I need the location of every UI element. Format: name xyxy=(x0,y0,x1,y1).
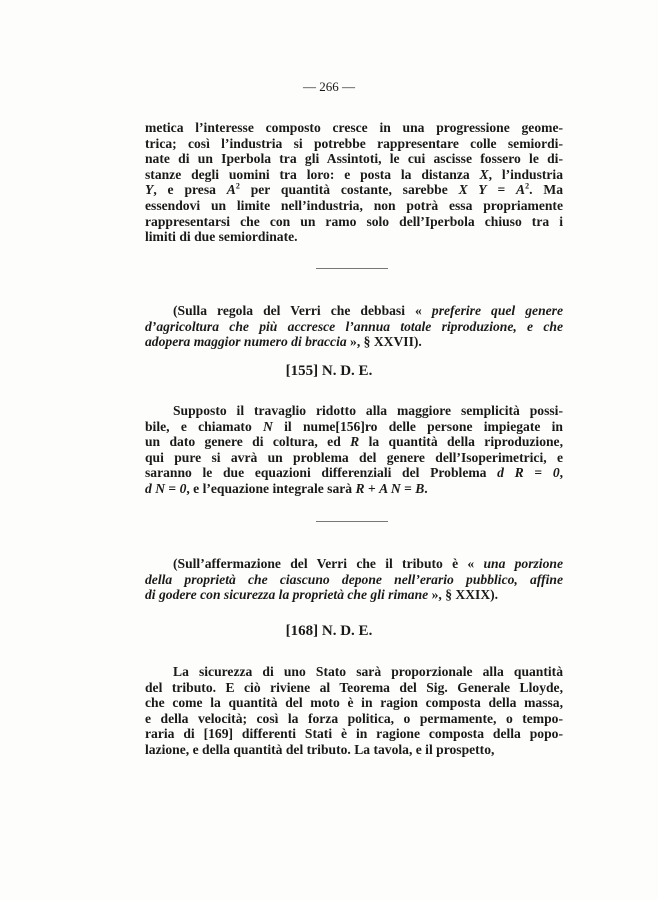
italic-text: una porzione xyxy=(483,556,563,571)
text-run: il nume[156]ro delle persone impiegate in xyxy=(272,418,563,434)
text-run: saranno le due equazioni differenziali del Problema xyxy=(145,465,498,481)
text-run: la quantità della riproduzione, xyxy=(359,434,563,450)
text-line xyxy=(145,695,563,711)
text-line xyxy=(145,664,563,680)
text-line xyxy=(145,319,563,335)
text-run: = xyxy=(523,465,553,481)
text-run: stanze degli uomini tra loro: e posta la distanza xyxy=(145,166,480,182)
text-run: del tributo. E ciò riviene al Teorema del Sig. Generale Lloyde, xyxy=(145,679,563,695)
text-run: , l’industria xyxy=(488,166,564,182)
text-line xyxy=(145,136,563,152)
text-run: = xyxy=(165,480,180,496)
text-run: per quantità costante, sarebbe xyxy=(239,182,459,198)
section-divider xyxy=(316,521,388,522)
text-line xyxy=(145,120,563,136)
text-run: essendovi un limite nell’industria, non potrà essa propriamente xyxy=(145,197,563,213)
heading-note-155: [155] N. D. E. xyxy=(285,363,373,379)
text-line xyxy=(145,481,563,497)
text-run: (Sull’affermazione del Verri che il tributo è « xyxy=(173,556,484,571)
text-run: , xyxy=(559,465,564,481)
note-168-intro xyxy=(145,556,563,603)
italic-text: 0 xyxy=(179,480,187,496)
heading-note-168: [168] N. D. E. xyxy=(285,623,373,639)
text-line xyxy=(145,334,563,350)
text-run: e della velocità; così la forza politica, o permamente, o tempo- xyxy=(145,710,563,726)
italic-text: R xyxy=(355,480,365,496)
text-run: bile, e chiamato xyxy=(145,418,264,434)
paragraph-continuation xyxy=(145,120,563,245)
italic-text: A xyxy=(516,182,526,198)
superscript: 2 xyxy=(235,181,240,191)
italic-text: A N xyxy=(379,480,401,496)
italic-text: N xyxy=(263,418,273,434)
italic-text: d N xyxy=(145,480,166,496)
text-line xyxy=(145,419,563,435)
text-line xyxy=(145,434,563,450)
text-run: nate di un Iperbola tra gli Assintoti, le cui ascisse fossero le di- xyxy=(145,151,563,167)
text-run: raria di [169] differenti Stati è in ragione composta della popo- xyxy=(145,726,563,742)
text-line xyxy=(145,742,563,758)
text-run: trica; così l’industria si potrebbe rappresentare colle semiordi- xyxy=(145,135,563,151)
text-line xyxy=(145,450,563,466)
italic-text: adopera maggior numero di braccia xyxy=(145,334,347,350)
italic-text: A xyxy=(226,182,236,198)
italic-text: d R xyxy=(497,465,524,481)
text-run: lazione, e della quantità del tributo. La tavola, e il prospetto, xyxy=(145,741,495,757)
note-155-intro xyxy=(145,303,563,350)
text-run: , e presa xyxy=(153,182,227,198)
text-run: = xyxy=(486,182,517,198)
italic-text: della proprietà che ciascuno depone nell’erario pubblico, affine xyxy=(145,571,563,587)
text-line xyxy=(145,465,563,481)
text-run: (Sulla regola del Verri che debbasi « xyxy=(173,303,432,318)
text-run: un dato genere di coltura, ed xyxy=(145,434,351,450)
superscript: 2 xyxy=(525,181,530,191)
text-run: . Ma xyxy=(529,182,563,198)
italic-text: B xyxy=(415,480,425,496)
italic-text: d’agricoltura che più accresce l’annua totale riproduzione, e che xyxy=(145,318,563,334)
text-run: », § XXVII). xyxy=(346,334,422,350)
italic-text: X Y xyxy=(458,182,487,198)
text-line xyxy=(145,198,563,214)
italic-text: Y xyxy=(145,182,154,198)
section-divider xyxy=(316,268,388,269)
text-line xyxy=(145,572,563,588)
text-line xyxy=(145,303,563,319)
note-155-body xyxy=(145,403,563,497)
text-line xyxy=(145,214,563,230)
page-number: — 266 — xyxy=(303,79,355,94)
text-run: che come la quantità del moto è in ragion composta della massa, xyxy=(145,695,563,711)
text-line xyxy=(145,726,563,742)
text-run: metica l’interesse composto cresce in una progressione geome- xyxy=(145,120,563,135)
italic-text: di godere con sicurezza la proprietà che gli rimane xyxy=(145,587,429,603)
italic-text: preferire quel genere xyxy=(431,303,563,318)
text-line xyxy=(145,556,563,572)
text-run: qui pure si avrà un problema del genere dell’Isoperimetrici, e xyxy=(145,449,563,465)
text-line xyxy=(145,680,563,696)
text-line xyxy=(145,229,563,245)
text-run: », § XXIX). xyxy=(428,587,499,603)
text-run: La sicurezza di uno Stato sarà proporzionale alla quantità xyxy=(173,664,563,679)
text-run: . xyxy=(424,480,428,496)
text-line xyxy=(145,151,563,167)
italic-text: X xyxy=(479,166,489,182)
text-run: + xyxy=(364,480,380,496)
text-run: rappresentarsi che con un ramo solo dell’Iperbola chiuso tra i xyxy=(145,213,563,229)
text-run: Supposto il travaglio ridotto alla maggiore semplicità possi- xyxy=(173,403,563,418)
text-run: , e l’equazione integrale sarà xyxy=(186,480,356,496)
text-line xyxy=(145,167,563,183)
note-168-body xyxy=(145,664,563,758)
text-run: limiti di due semiordinate. xyxy=(145,229,298,245)
text-line xyxy=(145,403,563,419)
text-line xyxy=(145,587,563,603)
italic-text: R xyxy=(350,434,360,450)
text-run: = xyxy=(400,480,416,496)
text-line xyxy=(145,182,563,198)
text-line xyxy=(145,711,563,727)
italic-text: 0 xyxy=(552,465,560,481)
